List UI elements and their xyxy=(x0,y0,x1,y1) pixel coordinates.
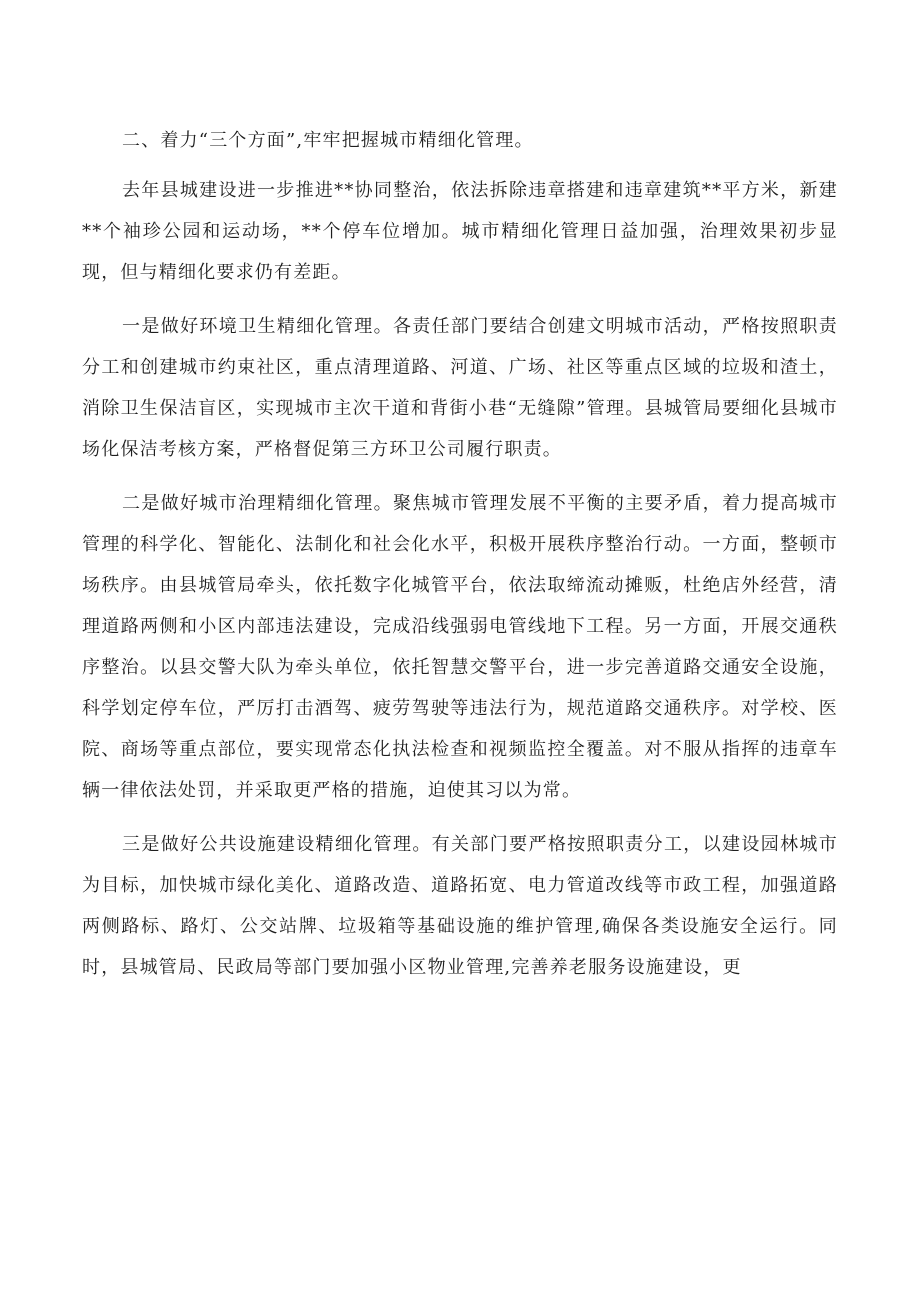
document-body xyxy=(82,120,838,1001)
paragraph-environmental-sanitation: 一是做好环境卫生精细化管理。各责任部门要结合创建文明城市活动，严格按照职责分工和创建城市约束社区，重点清理道路、河道、广场、社区等重点区域的垃圾和渣土，消除卫生保洁盲区，实现城市主次干道和背街小巷“无缝隙”管理。县城管局要细化县城市场化保洁考核方案，严格督促第三方环卫公司履行职责。 xyxy=(82,316,838,460)
paragraph-urban-governance: 二是做好城市治理精细化管理。聚焦城市管理发展不平衡的主要矛盾，着力提高城市管理的科学化、智能化、法制化和社会化水平，积极开展秩序整治行动。一方面，整顿市场秩序。由县城管局牵头，依托数字化城管平台，依法取缔流动摊贩，杜绝店外经营，清理道路两侧和小区内部违法建设，完成沿线强弱电管线地下工程。另一方面，开展交通秩序整治。以县交警大队为牵头单位，依托智慧交警平台，进一步完善道路交通安全设施，科学划定停车位，严厉打击酒驾、疲劳驾驶等违法行为，规范道路交通秩序。对学校、医院、商场等重点部位，要实现常态化执法检查和视频监控全覆盖。对不服从指挥的违章车辆一律依法处罚，并采取更严格的措施，迫使其习以为常。 xyxy=(82,493,838,801)
paragraph-background: 去年县城建设进一步推进**协同整治，依法拆除违章搭建和违章建筑**平方米，新建**个袖珍公园和运动场，**个停车位增加。城市精细化管理日益加强，治理效果初步显现，但与精细化要求仍有差距。 xyxy=(82,180,838,283)
section-heading: 二、着力“三个方面”,牢牢把握城市精细化管理。 xyxy=(122,130,534,151)
paragraph-public-facilities: 三是做好公共设施建设精细化管理。有关部门要严格按照职责分工，以建设园林城市为目标，加快城市绿化美化、道路改造、道路拓宽、电力管道改线等市政工程，加强道路两侧路标、路灯、公交站牌、垃圾箱等基础设施的维护管理,确保各类设施安全运行。同时，县城管局、民政局等部门要加强小区物业管理,完善养老服务设施建设，更 xyxy=(82,834,838,978)
